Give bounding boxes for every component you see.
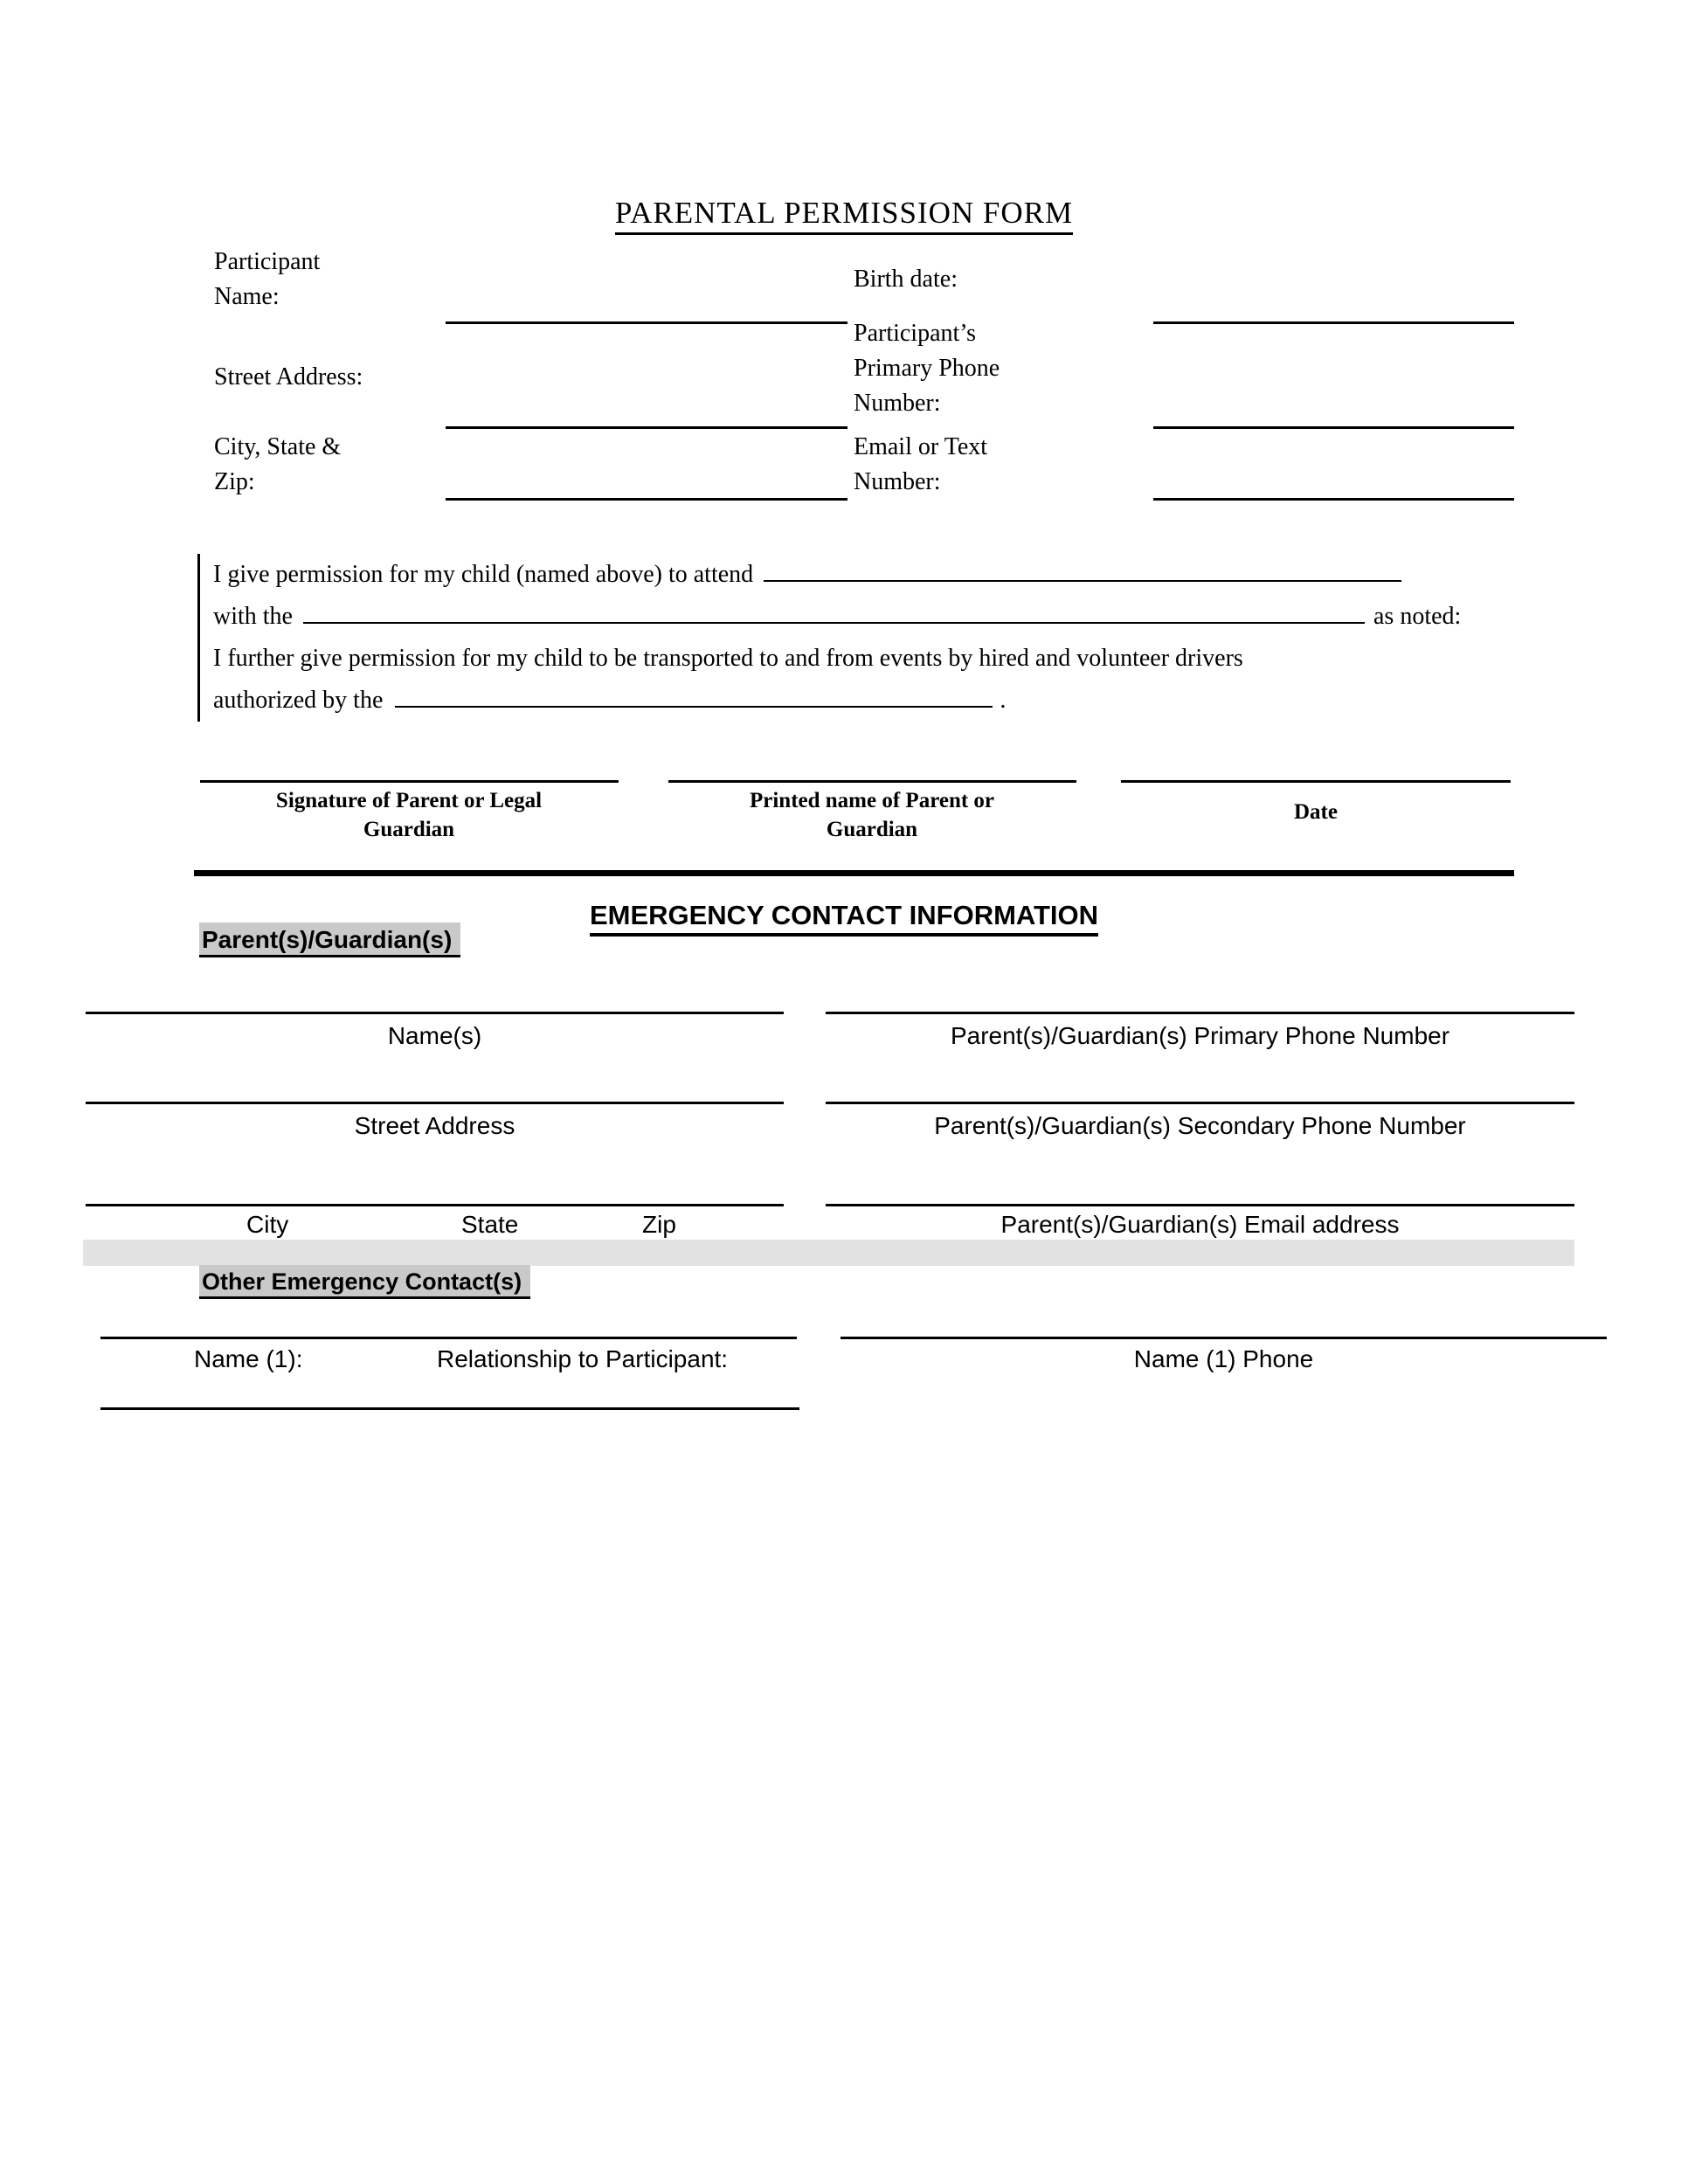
- attend-event-field[interactable]: [764, 554, 1401, 582]
- emergency-section-heading: EMERGENCY CONTACT INFORMATION: [590, 900, 1098, 936]
- signature-label: Signature of Parent or Legal Guardian: [275, 789, 543, 841]
- parents-guardians-header-wrap: [199, 923, 460, 957]
- permission-statement: [197, 554, 1576, 722]
- printed-name-line[interactable]: [668, 780, 1076, 783]
- gray-divider-band: [83, 1240, 1574, 1266]
- parents-guardians-header: Parent(s)/Guardian(s): [199, 923, 460, 957]
- parents-secondary-phone-label: Parent(s)/Guardian(s) Secondary Phone Number: [934, 1112, 1466, 1139]
- permission-line4-suffix: .: [1000, 687, 1007, 714]
- signature-line[interactable]: [200, 780, 619, 783]
- page-title: PARENTAL PERMISSION FORM: [615, 196, 1073, 235]
- city-state-zip-field[interactable]: [446, 498, 847, 501]
- birth-date-field[interactable]: [1153, 321, 1514, 324]
- street-address-field[interactable]: [446, 426, 847, 429]
- parents-names-field[interactable]: [86, 1012, 784, 1014]
- city-label: City: [246, 1211, 289, 1238]
- authorized-by-field[interactable]: [395, 680, 993, 708]
- parents-primary-phone-label: Parent(s)/Guardian(s) Primary Phone Number: [950, 1022, 1450, 1049]
- other-contact-phone-field[interactable]: [841, 1337, 1607, 1339]
- permission-line2-suffix: as noted:: [1373, 603, 1462, 630]
- participant-name-field[interactable]: [446, 321, 847, 324]
- parents-names-label: Name(s): [387, 1022, 482, 1049]
- permission-line-4: [213, 680, 1576, 722]
- parents-secondary-phone-field[interactable]: [826, 1102, 1574, 1104]
- parents-street-address-field[interactable]: [86, 1102, 784, 1104]
- permission-line2-prefix: with the: [213, 603, 293, 630]
- other-contacts-header-wrap: [199, 1265, 530, 1299]
- participant-name-label: Participant Name:: [214, 248, 321, 310]
- permission-line-3: [213, 638, 1576, 680]
- parents-primary-phone-field[interactable]: [826, 1012, 1574, 1014]
- other-emergency-contacts-header: Other Emergency Contact(s): [199, 1265, 530, 1299]
- street-address-label: Street Address:: [214, 363, 363, 390]
- permission-line4-prefix: authorized by the: [213, 687, 384, 714]
- permission-line-1: [213, 554, 1576, 596]
- primary-phone-label: Participant’s Primary Phone Number:: [854, 320, 1000, 417]
- parents-email-field[interactable]: [826, 1204, 1574, 1206]
- parents-street-address-label: Street Address: [354, 1112, 515, 1139]
- birth-date-label: Birth date:: [854, 266, 958, 293]
- permission-line1-text: I give permission for my child (named above) to attend: [213, 561, 754, 588]
- parents-email-label: Parent(s)/Guardian(s) Email address: [1000, 1211, 1400, 1238]
- printed-name-label: Printed name of Parent or Guardian: [749, 789, 995, 841]
- date-line[interactable]: [1121, 780, 1511, 783]
- other-contact-name-label: Name (1):: [194, 1345, 303, 1372]
- email-text-label: Email or Text Number:: [854, 433, 988, 495]
- state-label: State: [461, 1211, 519, 1238]
- form-title-row: [0, 196, 1688, 231]
- section-divider-rule: [194, 870, 1514, 876]
- other-contact-extra-field[interactable]: [100, 1407, 799, 1410]
- with-the-organization-field[interactable]: [303, 596, 1365, 624]
- other-contact-name-field[interactable]: [100, 1337, 797, 1339]
- other-contact-relationship-label: Relationship to Participant:: [437, 1345, 729, 1372]
- zip-label: Zip: [642, 1211, 676, 1238]
- parents-city-state-zip-field[interactable]: [86, 1204, 784, 1206]
- other-contact-phone-label: Name (1) Phone: [1133, 1345, 1314, 1372]
- email-text-field[interactable]: [1153, 498, 1514, 501]
- primary-phone-field[interactable]: [1153, 426, 1514, 429]
- city-state-zip-label: City, State & Zip:: [214, 433, 342, 495]
- date-label: Date: [1294, 800, 1338, 824]
- permission-line-2: [213, 596, 1576, 638]
- permission-line3-text: I further give permission for my child to be transported to and from events by hired and volunteer drivers: [213, 645, 1243, 672]
